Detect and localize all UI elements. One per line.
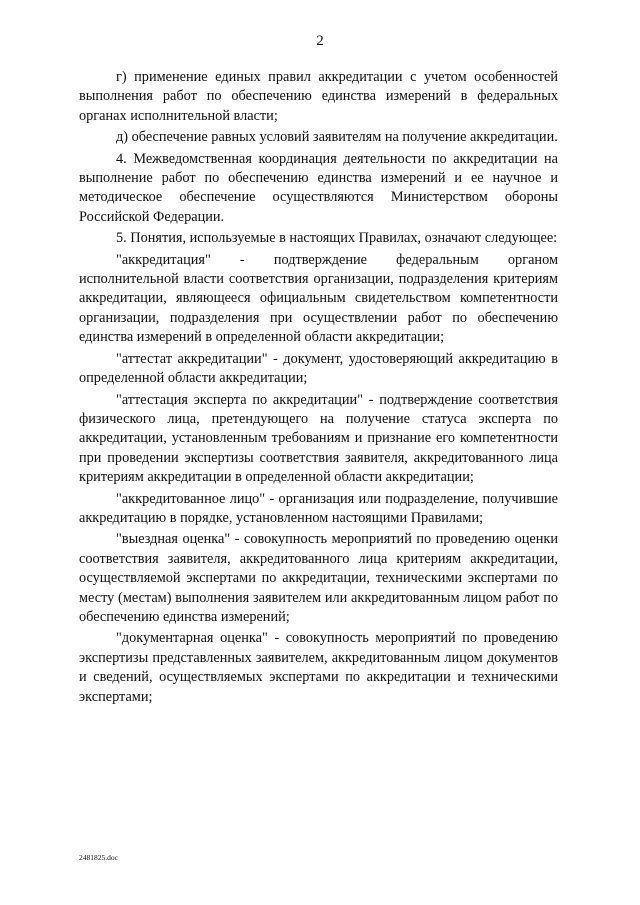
- definition-accreditation-certificate: "аттестат аккредитации" - документ, удостоверяющий аккредитацию в определенной области аккредитации;: [79, 350, 558, 387]
- definition-documentary-assessment: "документарная оценка" - совокупность мероприятий по проведению экспертизы представленных заявителем, аккредитованным лицом документов и сведений, осуществляемых экспертами по аккредитации и техническими экспертами;: [79, 630, 558, 705]
- document-body: [79, 68, 558, 707]
- definition-accredited-person: "аккредитованное лицо" - организация или подразделение, получившие аккредитацию в порядке, установленном настоящими Правилами;: [79, 490, 558, 526]
- footer-document-ref: 2481825.doc: [79, 853, 118, 862]
- paragraph-item-g: г) применение единых правил аккредитации с учетом особенностей выполнения работ по обеспечению единства измерений в федеральных органах исполнительной власти;: [79, 69, 558, 124]
- paragraph-item-d: д) обеспечение равных условий заявителям на получение аккредитации.: [116, 129, 558, 146]
- paragraph-section-5: 5. Понятия, используемые в настоящих Правилах, означают следующее:: [116, 230, 558, 247]
- paragraph-section-4: 4. Межведомственная координация деятельности по аккредитации на выполнение работ по обеспечению единства измерений и ее научное и методическое обеспечение осуществляются Министерством обороны Российской Федерации.: [79, 150, 558, 225]
- definition-expert-attestation: "аттестация эксперта по аккредитации" - подтверждение соответствия физического лица, претендующего на получение статуса эксперта по аккредитации, установленным требованиям и признание его компетентности при проведении экспертизы соответствия заявителя, аккредитованного лица критериям аккредитации в определенной области аккредитации;: [79, 391, 558, 486]
- definition-accreditation: "аккредитация" - подтверждение федеральным органом исполнительной власти соответствия организации, подразделения критериям аккредитации, являющееся официальным свидетельством компетентности организации, подразделения при осуществлении работ по обеспечению единства измерений в определенной области аккредитации;: [79, 251, 558, 346]
- definition-onsite-assessment: "выездная оценка" - совокупность мероприятий по проведению оценки соответствия заявителя, аккредитованного лица критериям аккредитации, осуществляемой экспертами по аккредитации, техническими экспертами по месту (местам) выполнения заявителем или аккредитованным лицом работ по обеспечению единства измерений;: [79, 531, 558, 625]
- page-number: 2: [316, 33, 324, 49]
